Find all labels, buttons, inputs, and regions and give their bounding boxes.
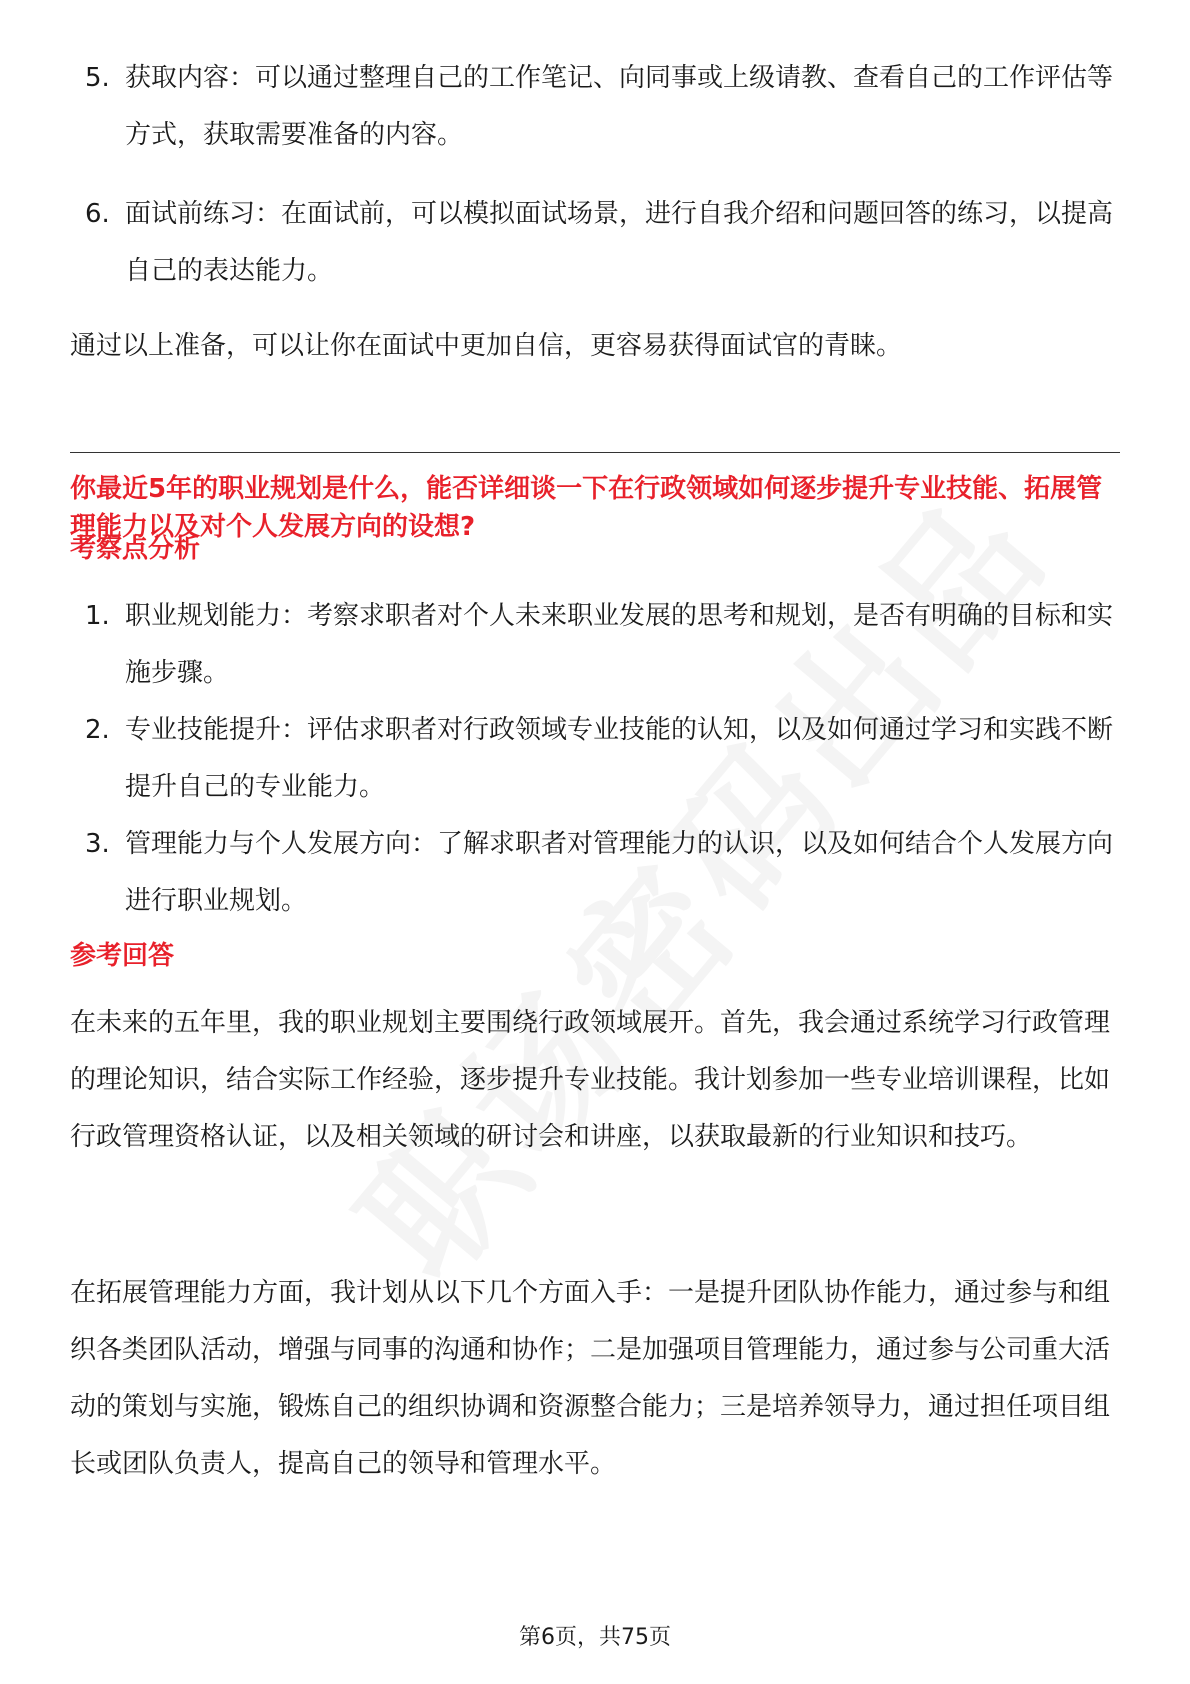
list-item-number: 5. <box>85 63 110 93</box>
list-item-number: 3. <box>85 829 110 859</box>
list-item <box>70 186 1120 300</box>
section-divider <box>70 452 1120 453</box>
list-item-text: 职业规划能力：考察求职者对个人未来职业发展的思考和规划，是否有明确的目标和实施步骤。 <box>125 601 1114 688</box>
list-item <box>70 816 1120 930</box>
list-item-text: 获取内容：可以通过整理自己的工作笔记、向同事或上级请教、查看自己的工作评估等方式，获取需要准备的内容。 <box>125 63 1114 150</box>
list-item <box>70 588 1120 702</box>
list-item <box>70 702 1120 816</box>
analysis-list <box>70 588 1120 930</box>
list-item <box>70 50 1120 164</box>
list-item-text: 面试前练习：在面试前，可以模拟面试场景，进行自我介绍和问题回答的练习，以提高自己的表达能力。 <box>125 199 1114 286</box>
answer-paragraph: 在拓展管理能力方面，我计划从以下几个方面入手：一是提升团队协作能力，通过参与和组织各类团队活动，增强与同事的沟通和协作；二是加强项目管理能力，通过参与公司重大活动的策划与实施，锻炼自己的组织协调和资源整合能力；三是培养领导力，通过担任项目组长或团队负责人，提高自己的领导和管理水平。 <box>70 1278 1111 1479</box>
answer-paragraph: 在未来的五年里，我的职业规划主要围绕行政领域展开。首先，我会通过系统学习行政管理的理论知识，结合实际工作经验，逐步提升专业技能。我计划参加一些专业培训课程，比如行政管理资格认证，以及相关领域的研讨会和讲座，以获取最新的行业知识和技巧。 <box>70 1008 1111 1152</box>
closing-paragraph: 通过以上准备，可以让你在面试中更加自信，更容易获得面试官的青睐。 <box>70 331 903 361</box>
list-item-number: 6. <box>85 199 110 229</box>
analysis-heading: 考察点分析 <box>70 534 201 564</box>
interview-question: 你最近5年的职业规划是什么，能否详细谈一下在行政领域如何逐步提升专业技能、拓展管理能力以及对个人发展方向的设想? <box>70 474 1103 542</box>
list-item-number: 2. <box>85 715 110 745</box>
answer-heading: 参考回答 <box>70 941 175 971</box>
preparation-list <box>70 50 1120 300</box>
list-item-text: 专业技能提升：评估求职者对行政领域专业技能的认知，以及如何通过学习和实践不断提升自己的专业能力。 <box>125 715 1114 802</box>
list-item-text: 管理能力与个人发展方向：了解求职者对管理能力的认识，以及如何结合个人发展方向进行职业规划。 <box>125 829 1114 916</box>
list-item-number: 1. <box>85 601 110 631</box>
page-number: 第6页，共75页 <box>519 1625 671 1650</box>
